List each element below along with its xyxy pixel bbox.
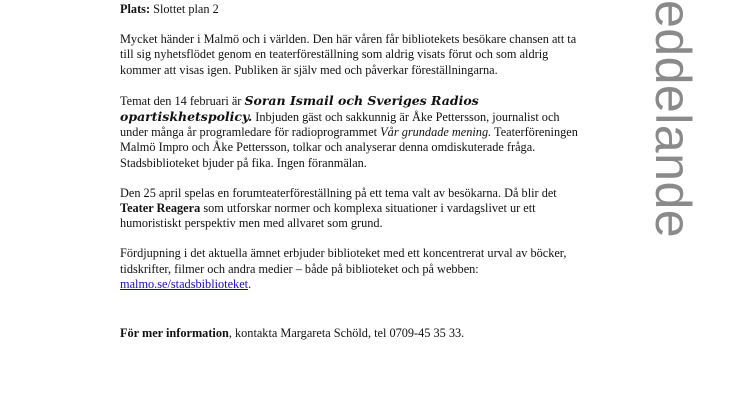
february-topic: Soran Ismail och Sveriges Radios opartiskhetspolicy. [120,92,479,125]
radio-program-title: Vår grundade mening. [380,125,492,140]
february-paragraph [120,93,590,171]
february-tail: Teaterföreningen Malmö Impro och Åke Pettersson, tolkar och analyserar denna omdiskuterade fråga. Stadsbiblioteket bjuder på fika. Ingen föranmälan. [120,125,578,170]
resources-tail: . [248,276,252,291]
contact-label: För mer information [120,326,229,341]
place-line [120,2,590,17]
april-tail: som utforskar normer och komplexa situationer i vardagslivet ur ett humoristiskt perspektiv men med allvaret som grund. [120,201,536,231]
place-label: Plats: [120,2,151,16]
april-paragraph [120,186,590,232]
contact-line [120,326,590,341]
resources-paragraph [120,246,590,292]
february-mid: Inbjuden gäst och sakkunnig är Åke Pettersson, journalist och under många år programledare för radioprogrammet [120,110,560,140]
resources-lead: Fördjupning i det aktuella ämnet erbjuder biblioteket med ett koncentrerat urval av böcker, tidskrifter, filmer och andra medier – både på biblioteket och på webben: [120,246,567,276]
vertical-heading [645,0,701,244]
intro-paragraph: Mycket händer i Malmö och i världen. Den här våren får bibliotekets besökare chansen att ta till sig nyhetsflödet genom en teaterföreställning som aldrig visats förut och som aldrig kommer att visas igen. Publiken är själv med och påverkar föreställningarna. [120,32,577,77]
place-value: Slottet plan 2 [150,2,219,16]
library-link[interactable]: malmo.se/stadsbiblioteket [120,276,249,291]
february-lead: Temat den 14 februari är [120,93,245,108]
april-lead: Den 25 april spelas en forumteaterföreställning på ett tema valt av besökarna. Då blir det [120,185,557,200]
press-release-body [120,2,590,341]
theater-name: Teater Reagera [120,201,201,216]
contact-details: , kontakta Margareta Schöld, tel 0709-45 35 33. [228,326,465,341]
vertical-heading-text: eddelande [645,0,701,239]
